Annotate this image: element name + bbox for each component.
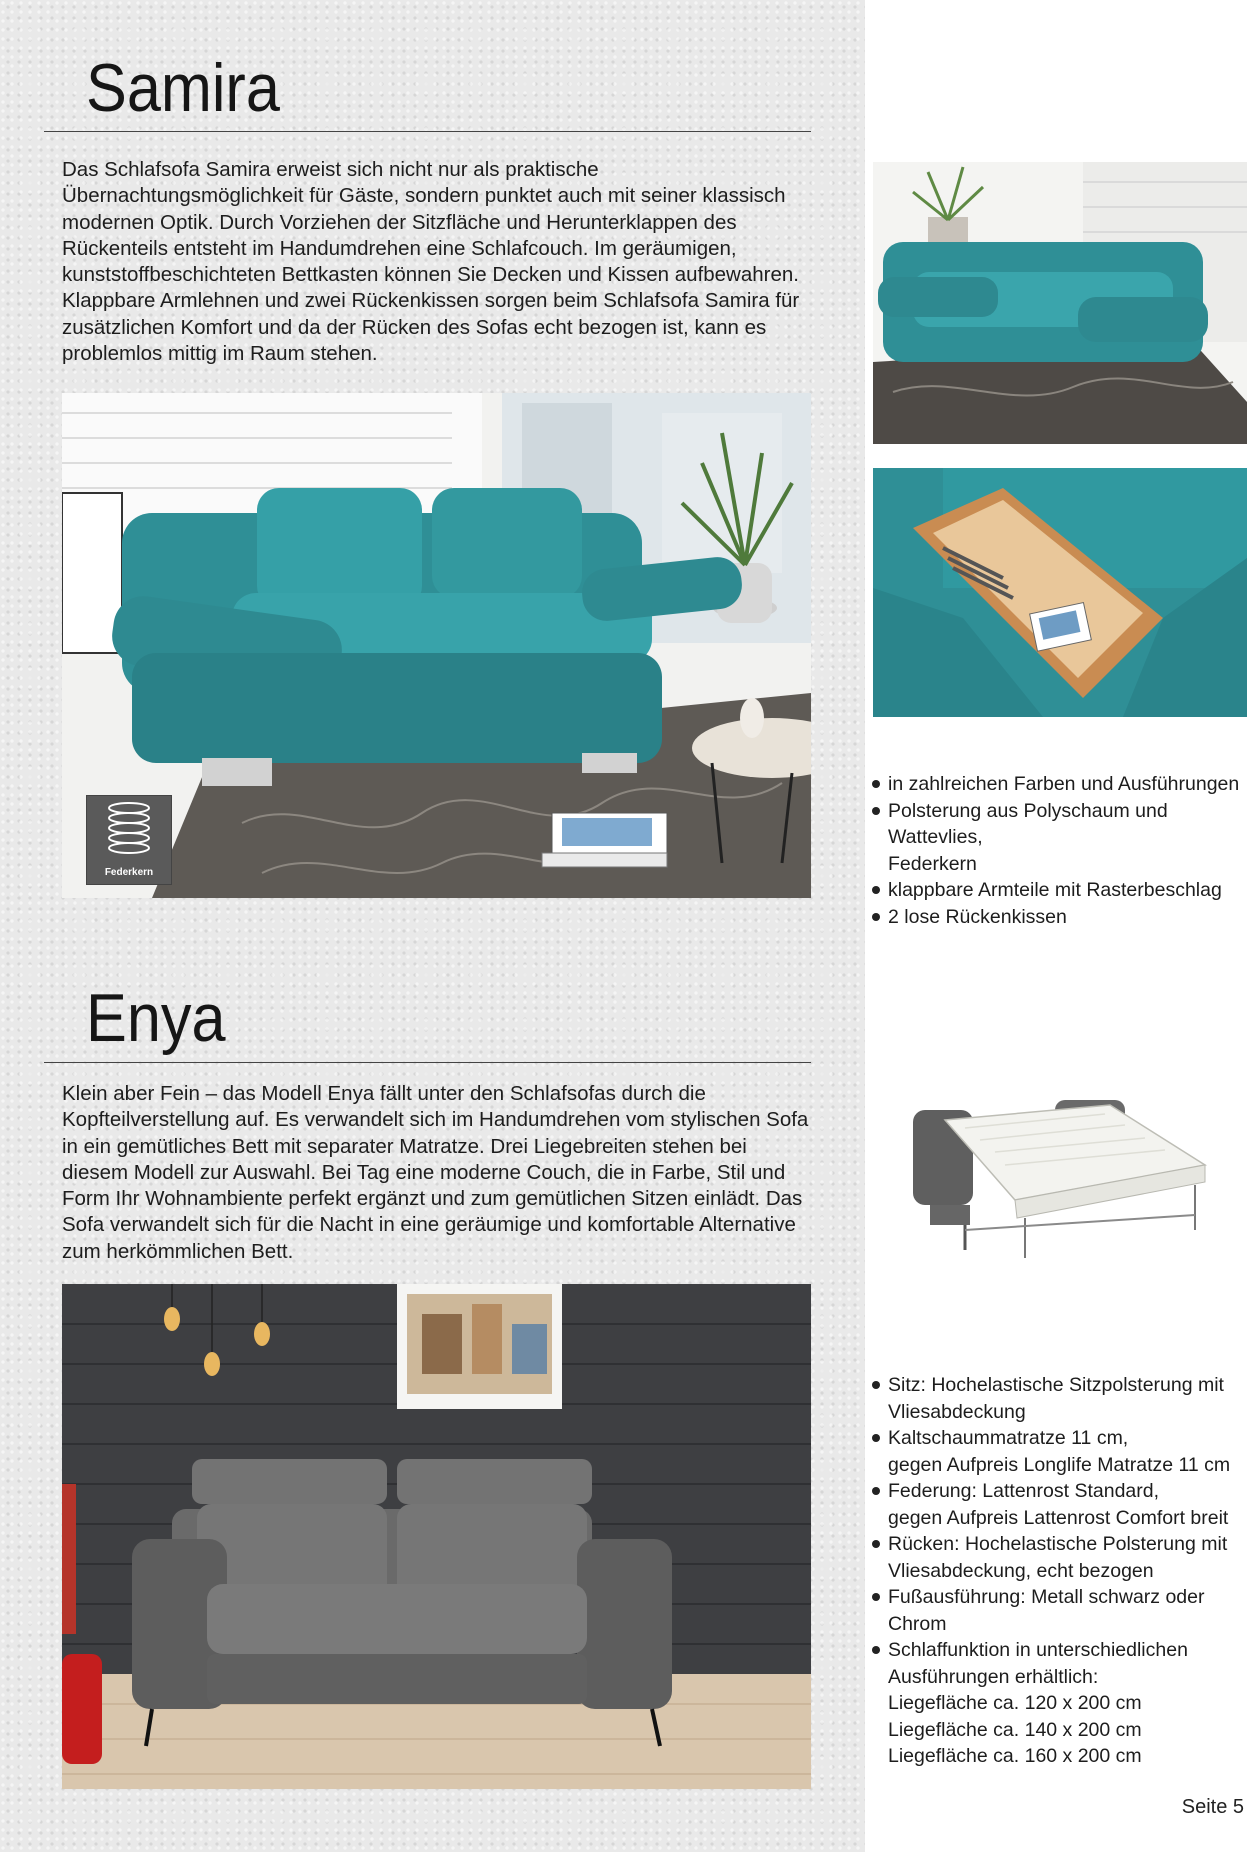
list-item: Rücken: Hochelastische Polsterung mit Vliesabdeckung, echt bezogen [870, 1531, 1240, 1584]
samira-main-photo [62, 393, 811, 898]
list-item: Fußausführung: Metall schwarz oder Chrom [870, 1584, 1240, 1637]
federkern-badge-label: Federkern [104, 867, 154, 878]
enya-title: Enya [86, 980, 226, 1056]
list-item: Kaltschaummatratze 11 cm, gegen Aufpreis Longlife Matratze 11 cm [870, 1425, 1240, 1478]
list-item: Federung: Lattenrost Standard, gegen Aufpreis Lattenrost Comfort breit [870, 1478, 1240, 1531]
list-item: in zahlreichen Farben und Ausführungen [870, 771, 1240, 798]
federkern-badge [86, 795, 172, 885]
samira-storage-photo [873, 468, 1247, 717]
enya-feature-list [870, 1372, 1240, 1770]
enya-bed-photo [905, 1090, 1225, 1265]
list-item: Polsterung aus Polyschaum und Wattevlies, Federkern [870, 798, 1240, 878]
list-item: 2 lose Rückenkissen [870, 904, 1240, 931]
list-item: klappbare Armteile mit Rasterbeschlag [870, 877, 1240, 904]
spring-icon [87, 796, 171, 862]
enya-description: Klein aber Fein – das Modell Enya fällt unter den Schlafsofas durch die Kopfteilverstellung auf. Es verwandelt sich im Handumdrehen vom stylischen Sofa in ein gemütliches Bett mit separater Matratze. Drei Liegebreiten stehen bei diesem Modell zur Auswahl. Bei Tag eine moderne Couch, die in Farbe, Stil und Form Ihr Wohnambiente perfekt ergänzt und zum gemütlichen Sitzen einlädt. Das Sofa verwandelt sich für die Nacht in eine geräumige und komfortable Alternative zum herkömmlichen Bett. [62, 1082, 809, 1263]
samira-title-rule [44, 131, 811, 132]
samira-description: Das Schlafsofa Samira erweist sich nicht nur als praktische Übernachtungsmöglichkeit für Gäste, sondern punktet auch mit seiner klassisch modernen Optik. Durch Vorziehen der Sitzfläche und Herunterklappen des Rückenteils entsteht im Handumdrehen eine Schlafcouch. Im geräumigen, kunststoffbeschichteten Bettkasten können Sie Decken und Kissen aufbewahren. Klappbare Armlehnen und zwei Rückenkissen sorgen beim Schlafsofa Samira für zusätzlichen Komfort und da der Rücken des Sofas echt bezogen ist, kann es problemlos mittig im Raum stehen. [62, 158, 800, 366]
enya-main-photo [62, 1284, 811, 1789]
list-item: Schlaffunktion in unterschiedlichen Ausführungen erhältlich: Liegefläche ca. 120 x 200 cm Liegefläche ca. 140 x 200 cm Liegefläche ca. 160 x 200 cm [870, 1637, 1240, 1770]
samira-title: Samira [86, 50, 280, 126]
list-item: Sitz: Hochelastische Sitzpolsterung mit Vliesabdeckung [870, 1372, 1240, 1425]
page-number: Seite 5 [1181, 1796, 1244, 1818]
samira-feature-list [870, 771, 1240, 930]
enya-title-rule [44, 1062, 811, 1063]
samira-bed-photo [873, 162, 1247, 444]
